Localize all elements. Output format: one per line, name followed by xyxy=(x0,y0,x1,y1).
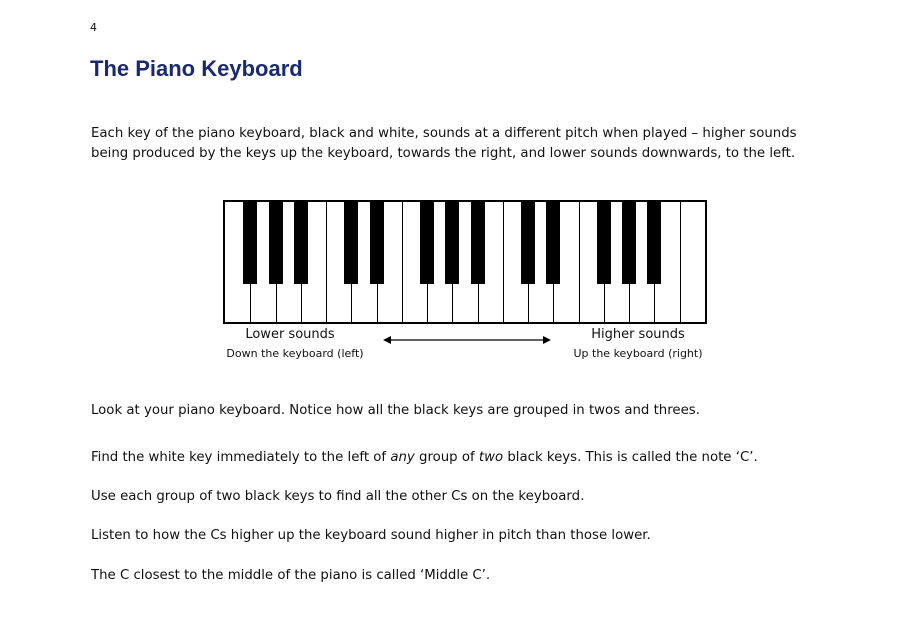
black-key xyxy=(243,202,257,284)
higher-sounds-label: Higher sounds xyxy=(591,327,685,342)
page-number: 4 xyxy=(90,21,97,34)
page-title: The Piano Keyboard xyxy=(90,56,303,81)
piano-keyboard-diagram xyxy=(223,200,707,324)
black-key xyxy=(471,202,485,284)
black-key xyxy=(370,202,384,284)
black-key xyxy=(344,202,358,284)
paragraph-other-cs: Use each group of two black keys to find all the other Cs on the keyboard. xyxy=(91,489,585,504)
black-key xyxy=(546,202,560,284)
black-key xyxy=(647,202,661,284)
lower-sounds-label: Lower sounds xyxy=(245,327,335,342)
black-key xyxy=(269,202,283,284)
lower-sounds-sublabel: Down the keyboard (left) xyxy=(226,347,364,360)
black-key xyxy=(445,202,459,284)
paragraph-find-c: Find the white key immediately to the left of any group of two black keys. This is called the note ‘C’. xyxy=(91,450,758,465)
black-key xyxy=(521,202,535,284)
paragraph-listen: Listen to how the Cs higher up the keyboard sound higher in pitch than those lower. xyxy=(91,528,651,543)
paragraph-middle-c: The C closest to the middle of the piano is called ‘Middle C’. xyxy=(91,568,491,583)
black-key xyxy=(597,202,611,284)
pitch-direction-arrow-icon xyxy=(383,333,551,347)
higher-sounds-sublabel: Up the keyboard (right) xyxy=(573,347,703,360)
paragraph-grouping: Look at your piano keyboard. Notice how all the black keys are grouped in twos and threes. xyxy=(91,403,700,418)
white-key xyxy=(680,202,705,322)
intro-paragraph: Each key of the piano keyboard, black and white, sounds at a different pitch when played – higher sounds being produced by the keys up the keyboard, towards the right, and lower sounds downwards, to the left. xyxy=(91,126,797,161)
black-key xyxy=(622,202,636,284)
black-key xyxy=(294,202,308,284)
black-key xyxy=(420,202,434,284)
